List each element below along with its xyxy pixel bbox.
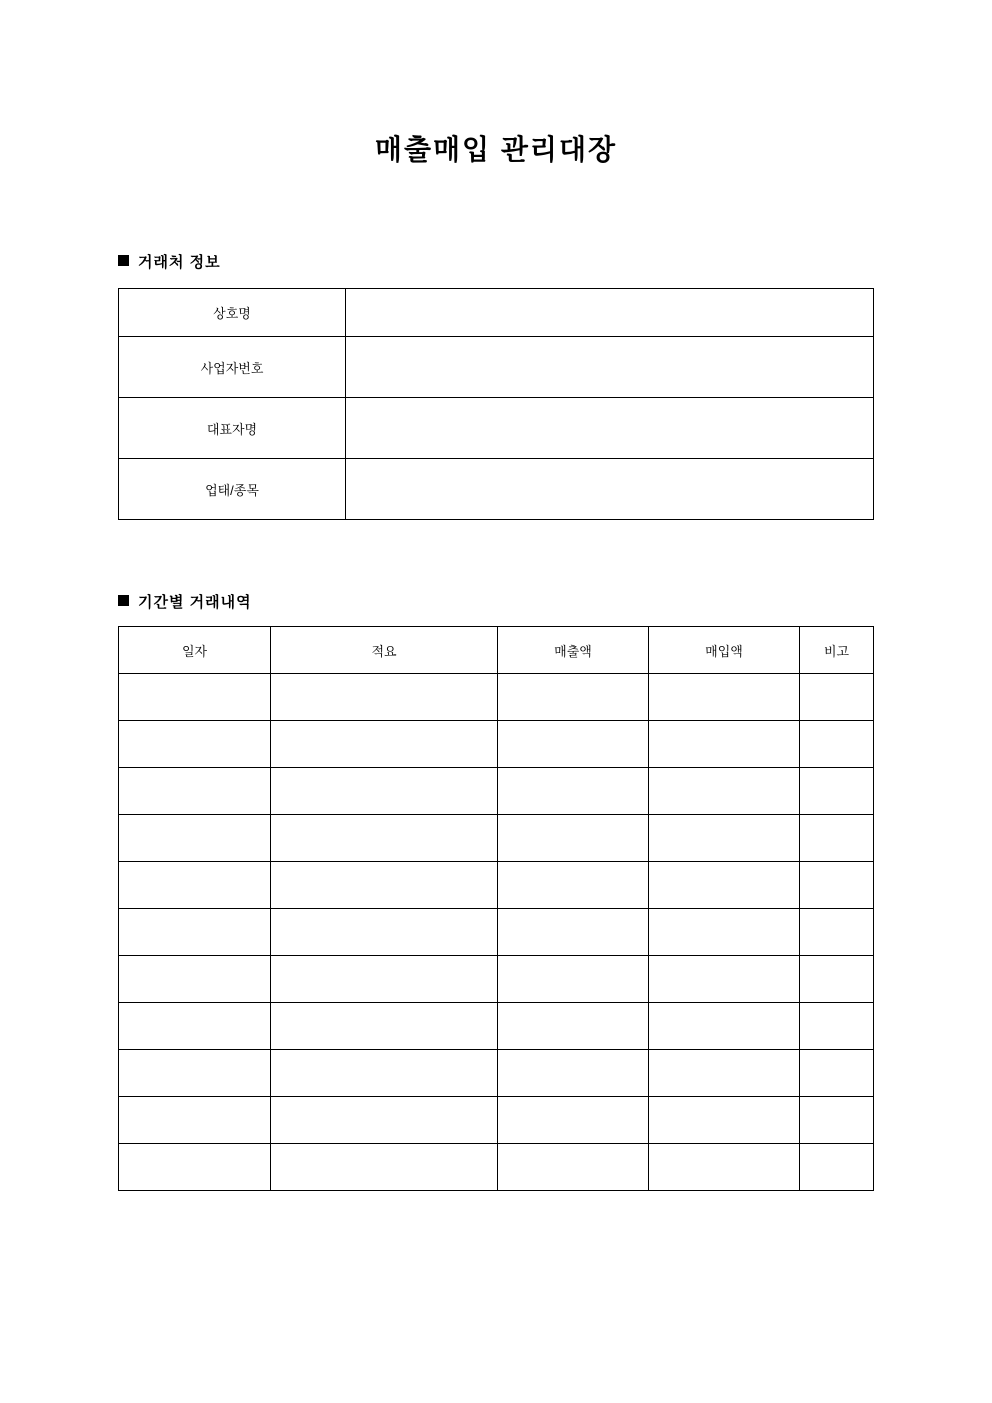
cell-description[interactable]: [271, 1003, 498, 1050]
cell-date[interactable]: [119, 1097, 271, 1144]
cell-sales-amount[interactable]: [498, 1144, 649, 1191]
cell-date[interactable]: [119, 768, 271, 815]
cell-date[interactable]: [119, 909, 271, 956]
cell-sales-amount[interactable]: [498, 768, 649, 815]
cell-note[interactable]: [800, 768, 874, 815]
cell-description[interactable]: [271, 1050, 498, 1097]
cell-purchase-amount[interactable]: [649, 956, 800, 1003]
cell-note[interactable]: [800, 956, 874, 1003]
vendor-label-business-name: 상호명: [119, 289, 346, 337]
table-row: [119, 674, 874, 721]
cell-date[interactable]: [119, 1003, 271, 1050]
cell-purchase-amount[interactable]: [649, 909, 800, 956]
vendor-label-business-number: 사업자번호: [119, 337, 346, 398]
cell-purchase-amount[interactable]: [649, 1050, 800, 1097]
table-row: [119, 1050, 874, 1097]
table-row: [119, 721, 874, 768]
vendor-info-table: [118, 288, 874, 520]
vendor-label-representative: 대표자명: [119, 398, 346, 459]
cell-description[interactable]: [271, 674, 498, 721]
cell-sales-amount[interactable]: [498, 721, 649, 768]
square-bullet-icon: [118, 595, 129, 606]
column-header-sales-amount: 매출액: [498, 627, 649, 674]
cell-purchase-amount[interactable]: [649, 768, 800, 815]
cell-date[interactable]: [119, 721, 271, 768]
table-header-row: [119, 627, 874, 674]
cell-sales-amount[interactable]: [498, 815, 649, 862]
cell-sales-amount[interactable]: [498, 1003, 649, 1050]
table-row: [119, 1144, 874, 1191]
cell-note[interactable]: [800, 815, 874, 862]
cell-sales-amount[interactable]: [498, 674, 649, 721]
vendor-label-industry-category: 업태/종목: [119, 459, 346, 520]
cell-note[interactable]: [800, 909, 874, 956]
cell-purchase-amount[interactable]: [649, 1097, 800, 1144]
cell-note[interactable]: [800, 1097, 874, 1144]
table-row: [119, 909, 874, 956]
table-row: [119, 289, 874, 337]
cell-description[interactable]: [271, 862, 498, 909]
column-header-purchase-amount: 매입액: [649, 627, 800, 674]
page-title: 매출매입 관리대장: [374, 134, 618, 165]
cell-sales-amount[interactable]: [498, 862, 649, 909]
cell-sales-amount[interactable]: [498, 909, 649, 956]
vendor-value-industry-category[interactable]: [346, 459, 874, 520]
vendor-value-representative[interactable]: [346, 398, 874, 459]
cell-description[interactable]: [271, 768, 498, 815]
column-header-date: 일자: [119, 627, 271, 674]
table-row: [119, 1003, 874, 1050]
cell-purchase-amount[interactable]: [649, 815, 800, 862]
cell-note[interactable]: [800, 862, 874, 909]
table-row: [119, 862, 874, 909]
cell-description[interactable]: [271, 1097, 498, 1144]
column-header-description: 적요: [271, 627, 498, 674]
cell-sales-amount[interactable]: [498, 1050, 649, 1097]
cell-note[interactable]: [800, 674, 874, 721]
transaction-ledger-body: [119, 674, 874, 1191]
table-row: [119, 815, 874, 862]
cell-description[interactable]: [271, 956, 498, 1003]
section-heading-period-transactions: [118, 591, 252, 612]
vendor-value-business-number[interactable]: [346, 337, 874, 398]
section-heading-vendor-info: [118, 251, 221, 272]
cell-note[interactable]: [800, 1050, 874, 1097]
table-row: [119, 398, 874, 459]
cell-purchase-amount[interactable]: [649, 721, 800, 768]
vendor-value-business-name[interactable]: [346, 289, 874, 337]
column-header-note: 비고: [800, 627, 874, 674]
section-heading-period-transactions-label: 기간별 거래내역: [138, 594, 252, 611]
cell-purchase-amount[interactable]: [649, 1144, 800, 1191]
cell-note[interactable]: [800, 1003, 874, 1050]
table-row: [119, 956, 874, 1003]
cell-date[interactable]: [119, 1144, 271, 1191]
table-row: [119, 337, 874, 398]
cell-description[interactable]: [271, 721, 498, 768]
cell-sales-amount[interactable]: [498, 956, 649, 1003]
section-heading-vendor-info-label: 거래처 정보: [138, 254, 221, 271]
transaction-ledger-table: [118, 626, 874, 1191]
cell-description[interactable]: [271, 909, 498, 956]
cell-description[interactable]: [271, 1144, 498, 1191]
square-bullet-icon: [118, 255, 129, 266]
cell-sales-amount[interactable]: [498, 1097, 649, 1144]
cell-description[interactable]: [271, 815, 498, 862]
cell-date[interactable]: [119, 1050, 271, 1097]
table-row: [119, 1097, 874, 1144]
table-row: [119, 768, 874, 815]
cell-date[interactable]: [119, 815, 271, 862]
cell-note[interactable]: [800, 1144, 874, 1191]
cell-note[interactable]: [800, 721, 874, 768]
cell-purchase-amount[interactable]: [649, 862, 800, 909]
cell-date[interactable]: [119, 862, 271, 909]
table-row: [119, 459, 874, 520]
cell-date[interactable]: [119, 956, 271, 1003]
cell-purchase-amount[interactable]: [649, 674, 800, 721]
cell-date[interactable]: [119, 674, 271, 721]
cell-purchase-amount[interactable]: [649, 1003, 800, 1050]
